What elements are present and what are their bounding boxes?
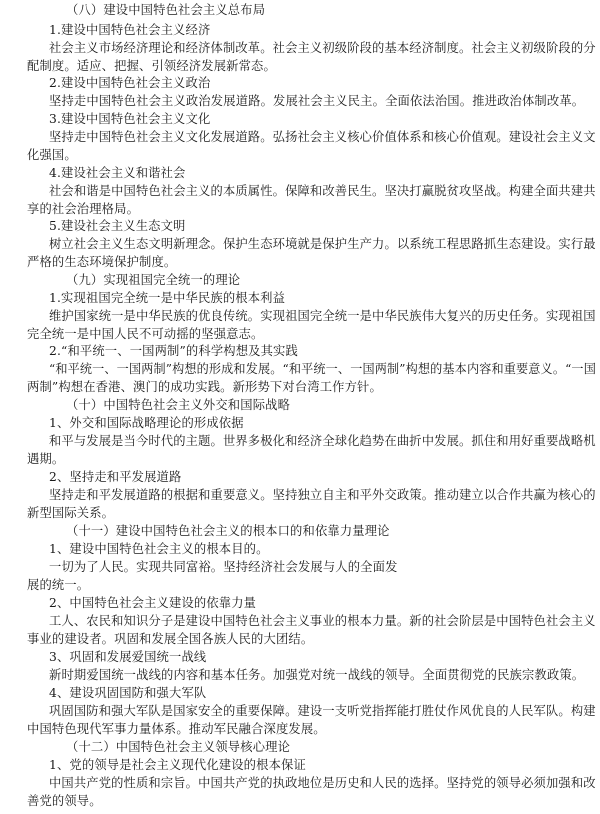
subheading: 3、巩固和发展爱国统一战线	[49, 650, 207, 664]
paragraph-line: 社会和谐是中国特色社会主义的本质属性。保障和改善民生。坚决打赢脱贫攻坚战。构建全面共建共	[49, 184, 596, 198]
paragraph-line: 新时期爱国统一战线的内容和基本任务。加强党对统一战线的领导。全面贯彻党的民族宗教政策。	[49, 668, 585, 682]
subheading: 2.“和平统一、一国两制”的科学构想及其实践	[49, 344, 298, 358]
paragraph-line: 维护国家统一是中华民族的优良传统。实现祖国完全统一是中华民族伟大复兴的历史任务。实现祖国	[49, 309, 596, 323]
paragraph-line: 巩固国防和强大军队是国家安全的重要保障。建设一支听党指挥能打胜仗作风优良的人民军队。构建	[49, 704, 596, 718]
section-heading-10: （十）中国特色社会主义外交和国际战略	[66, 398, 291, 412]
paragraph-line: 事业的建设者。巩固和发展全国各族人民的大团结。	[27, 632, 314, 646]
subheading: 2、坚持走和平发展道路	[49, 470, 182, 484]
subheading: 4.建设社会主义和谐社会	[49, 166, 186, 180]
paragraph-line: 新型国际关系。	[27, 506, 115, 520]
paragraph-line: 善党的领导。	[27, 794, 102, 808]
paragraph-line: 一切为了人民。实现共同富裕。坚持经济社会发展与人的全面发	[49, 560, 398, 574]
subheading: 4、建设巩固国防和强大军队	[49, 686, 207, 700]
paragraph-line: 社会主义市场经济理论和经济体制改革。社会主义初级阶段的基本经济制度。社会主义初级阶段的分	[49, 41, 596, 55]
paragraph-line: “和平统一、一国两制”构想的形成和发展。“和平统一、一国两制”构想的基本内容和重要意义。“一国	[49, 362, 596, 376]
paragraph-line: 坚持走和平发展道路的根据和重要意义。坚持独立自主和平外交政策。推动建立以合作共赢为核心的	[49, 488, 596, 502]
paragraph-line: 严格的生态环境保护制度。	[27, 255, 177, 269]
subheading: 2、中国特色社会主义建设的依靠力量	[49, 596, 257, 610]
paragraph-line: 树立社会主义生态文明新理念。保护生态环境就是保护生产力。以系统工程思路抓生态建设。实行最	[49, 237, 596, 251]
section-heading-11: （十一）建设中国特色社会主义的根本口的和依靠力量理论	[66, 524, 390, 538]
paragraph-line: 展的统一。	[27, 578, 90, 592]
paragraph-line: 两制”构想在香港、澳门的成功实践。新形势下对台湾工作方针。	[27, 380, 382, 394]
subheading: 1、外交和国际战略理论的形成依据	[49, 416, 244, 430]
subheading: 1.实现祖国完全统一是中华民族的根本利益	[49, 291, 286, 305]
paragraph-line: 化强国。	[27, 148, 77, 162]
paragraph-line: 坚持走中国特色社会主义文化发展道路。弘扬社会主义核心价值体系和核心价值观。建设社会主义文	[49, 130, 596, 144]
section-heading-9: （九）实现祖国完全统一的理论	[66, 273, 241, 287]
paragraph-line: 中国特色现代军事力量体系。推动军民融合深度发展。	[27, 722, 326, 736]
paragraph-line: 配制度。适应、把握、引领经济发展新常态。	[27, 59, 276, 73]
paragraph-line: 遇期。	[27, 452, 65, 466]
subheading: 1、党的领导是社会主义现代化建设的根本保证	[49, 758, 306, 772]
paragraph-line: 中国共产党的性质和宗旨。中国共产党的执政地位是历史和人民的选择。坚持党的领导必须加强和改	[49, 776, 596, 790]
subheading: 3.建设中国特色社会主义文化	[49, 112, 211, 126]
paragraph-line: 工人、农民和知识分子是建设中国特色社会主义事业的根本力量。新的社会阶层是中国特色社会主义	[49, 614, 596, 628]
paragraph-line: 完全统一是中国人民不可动摇的坚强意志。	[27, 327, 264, 341]
subheading: 1、建设中国特色社会主义的根本目的。	[49, 542, 269, 556]
section-heading-12: （十二）中国特色社会主义领导核心理论	[66, 740, 291, 754]
paragraph-line: 坚持走中国特色社会主义政治发展道路。发展社会主义民主。全面依法治国。推进政治体制改革。	[49, 94, 585, 108]
subheading: 2.建设中国特色社会主义政治	[49, 76, 211, 90]
subheading: 1.建设中国特色社会主义经济	[49, 23, 211, 37]
paragraph-line: 和平与发展是当今时代的主题。世界多极化和经济全球化趋势在曲折中发展。抓住和用好重要战略机	[49, 434, 596, 448]
paragraph-line: 享的社会治理格局。	[27, 202, 140, 216]
section-heading-8: （八）建设中国特色社会主义总布局	[66, 3, 266, 17]
subheading: 5.建设社会主义生态文明	[49, 219, 186, 233]
